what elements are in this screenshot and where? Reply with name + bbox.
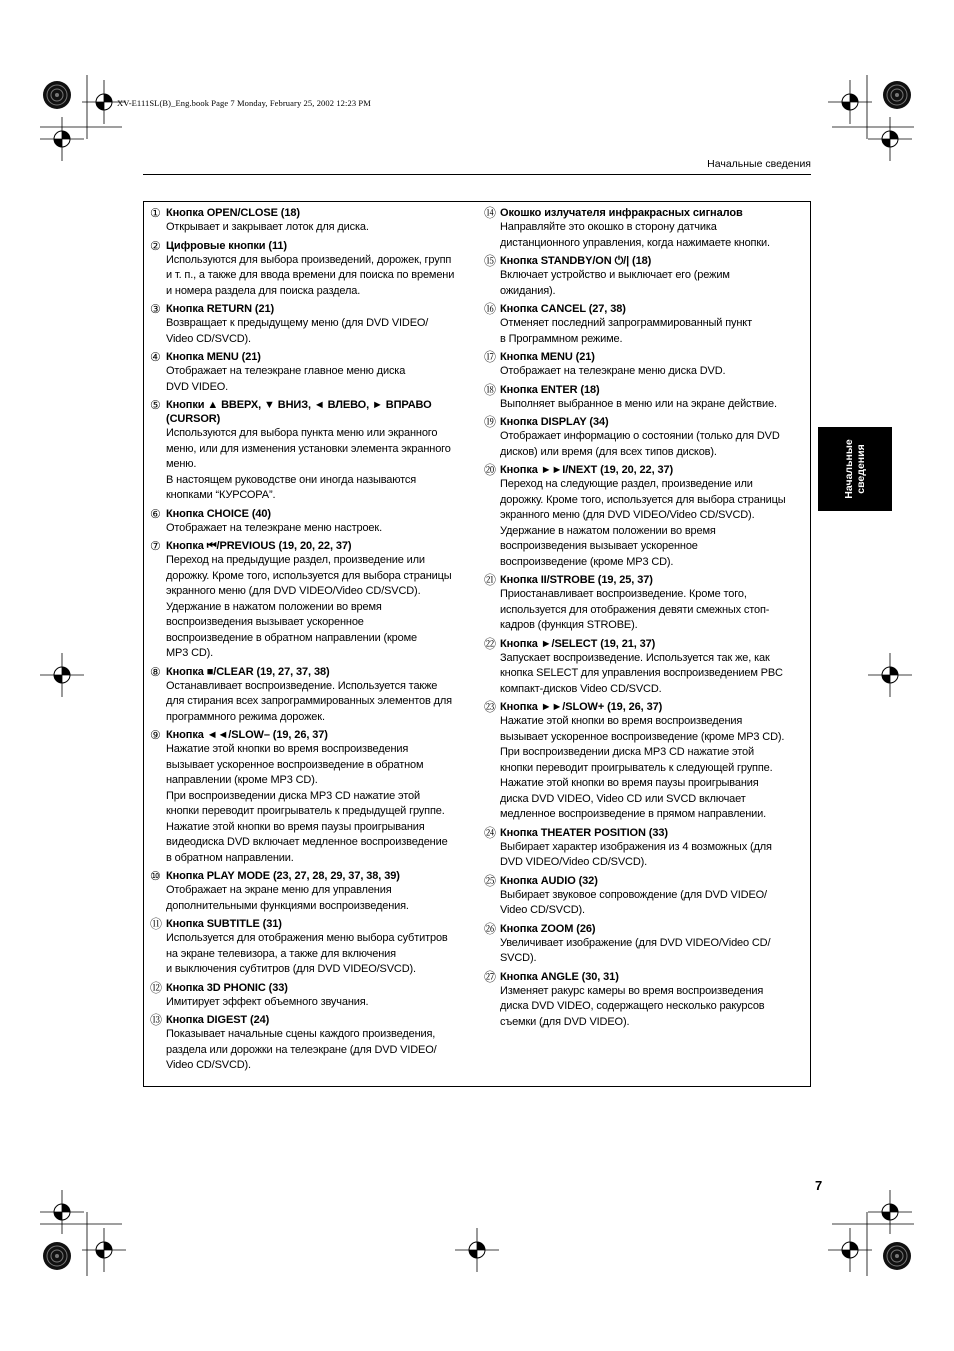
registration-crosshair-icon: [868, 1190, 912, 1234]
button-description-entry: [150, 302, 476, 347]
entry-title: Кнопка SUBTITLE (31): [166, 918, 282, 930]
button-description-entry: [484, 637, 806, 698]
button-description-entry: [150, 981, 476, 1011]
entry-title: Кнопка II/STROBE (19, 25, 37): [500, 574, 653, 586]
entry-title: Кнопка CHOICE (40): [166, 507, 271, 520]
entry-description: Выбирает звуковое сопровождение (для DVD VIDEO/ Video CD/SVCD).: [500, 888, 767, 916]
button-description-entry: [150, 206, 476, 236]
entry-title: Кнопка PLAY MODE (23, 27, 28, 29, 37, 38, 39): [166, 870, 400, 882]
registration-disc-icon: [883, 81, 911, 109]
entry-title: Кнопка ►►/SLOW+ (19, 26, 37): [500, 701, 663, 713]
entry-description: Выбирает характер изображения из 4 возможных (для DVD VIDEO/Video CD/SVCD).: [500, 840, 772, 868]
entry-title: Кнопка THEATER POSITION (33): [500, 826, 668, 839]
button-description-entry: [484, 922, 806, 967]
entry-description: Возвращает к предыдущему меню (для DVD VIDEO/ Video CD/SVCD).: [166, 317, 429, 345]
entry-number: ⑳: [484, 463, 497, 477]
entry-description: Отображает на экране меню для управления дополнительными функциями воспроизведения.: [166, 884, 409, 912]
header-rule: [143, 174, 811, 175]
button-description-entry: [150, 665, 476, 726]
entry-title: Кнопка ►/SELECT (19, 21, 37): [500, 637, 656, 650]
entry-number: ⑤: [150, 398, 161, 412]
entry-number: ⑦: [150, 539, 161, 553]
side-tab: [818, 427, 892, 511]
entry-title: Кнопка ⏮/PREVIOUS (19, 20, 22, 37): [166, 540, 352, 552]
entry-number: ⑲: [484, 415, 497, 429]
entry-title: Кнопка MENU (21): [500, 351, 595, 363]
entry-title: Цифровые кнопки (11): [166, 239, 287, 252]
entry-number: ㉕: [484, 873, 497, 888]
entry-description: Переход на предыдущие раздел, произведение или дорожку. Кроме того, используется для выбора страницы экранного меню (для DVD VIDEO/Video CD/SVCD). Удержание в нажатом положении во время воспроизведения вызывает ускоренное воспроизведение в обратном направлении (кроме MP3 CD).: [166, 554, 452, 659]
button-description-entry: [150, 239, 476, 300]
button-description-entry: [150, 1013, 476, 1074]
registration-crosshair-icon: [40, 1190, 84, 1234]
registration-crosshair-icon: [40, 117, 84, 161]
registration-crosshair-icon: [868, 117, 912, 161]
entry-description: Изменяет ракурс камеры во время воспроизведения диска DVD VIDEO, содержащего несколько ракурсов съемки (для DVD VIDEO).: [500, 984, 765, 1028]
entry-title: Кнопка ZOOM (26): [500, 922, 596, 935]
registration-crosshair-icon: [455, 1228, 499, 1272]
button-description-entry: [150, 539, 476, 662]
button-description-entry: [484, 302, 806, 347]
entry-description: Останавливает воспроизведение. Используется также для стирания всех запрограммированных элементов для программного режима дорожек.: [166, 679, 452, 723]
entry-title: Окошко излучателя инфракрасных сигналов: [500, 207, 743, 219]
entry-title: Кнопка ANGLE (30, 31): [500, 970, 619, 983]
button-description-entry: [484, 383, 806, 413]
entry-description: Имитирует эффект объемного звучания.: [166, 995, 369, 1008]
entry-description: Используются для выбора пункта меню или экранного меню, или для изменения установки элемента экранного меню. В настоящем руководстве они иногда называются кнопками “КУРСОРА”.: [166, 427, 451, 501]
page-number: 7: [815, 1178, 823, 1193]
entry-description: Запускает воспроизведение. Используется так же, как кнопка SELECT для управления воспроизведением PBC компакт-дисков Video CD/SVCD.: [500, 651, 783, 695]
entry-title: Кнопка 3D PHONIC (33): [166, 981, 288, 994]
button-description-entry: [484, 826, 806, 871]
button-description-entry: [150, 507, 476, 537]
entry-title: Кнопка MENU (21): [166, 351, 261, 363]
registration-disc-icon: [43, 81, 71, 109]
entry-number: ③: [150, 302, 161, 316]
entry-number: ⑧: [150, 664, 161, 679]
entry-number: ㉑: [484, 573, 497, 587]
entry-title: Кнопка ◄◄/SLOW– (19, 26, 37): [166, 729, 328, 741]
entry-number: ⑭: [484, 206, 497, 220]
entry-number: ⑩: [150, 869, 161, 883]
button-description-entry: [484, 254, 806, 299]
entry-description: Используется для отображения меню выбора субтитров на экране телевизора, а также для включения и выключения субтитров (для DVD VIDEO/SVCD).: [166, 932, 448, 975]
entry-number: ②: [150, 238, 161, 253]
entry-description: Отображает на телеэкране меню настроек.: [166, 521, 382, 534]
entry-description: Отменяет последний запрограммированный пункт в Программном режиме.: [500, 317, 752, 345]
registration-crosshair-icon: [828, 80, 872, 124]
entry-number: ⑫: [150, 980, 163, 995]
entry-description: Нажатие этой кнопки во время воспроизведения вызывает ускоренное воспроизведение в обратном направлении (кроме MP3 CD). При воспроизведении диска MP3 CD нажатие этой кнопки переводит проигрыватель к предыдущей группе. Нажатие этой кнопки во время паузы проигрывания видеодиска DVD включает медленное воспроизведение в обратном направлении.: [166, 743, 448, 864]
entry-title: Кнопка STANDBY/ON ⏻/| (18): [500, 255, 652, 267]
button-description-entry: [484, 415, 806, 460]
entry-title: Кнопки ▲ ВВЕРХ, ▼ ВНИЗ, ◄ ВЛЕВО, ► ВПРАВО (CURSOR): [166, 399, 432, 425]
entry-description: Увеличивает изображение (для DVD VIDEO/Video CD/ SVCD).: [500, 936, 771, 964]
entry-description: Нажатие этой кнопки во время воспроизведения вызывает ускоренное воспроизведение (кроме MP3 CD). При воспроизведении диска MP3 CD нажатие этой кнопки переводит проигрыватель к следующей группе. Нажатие этой кнопки во время паузы проигрывания диска DVD VIDEO, Video CD или SVCD включает медленное воспроизведение в прямом направлении.: [500, 715, 785, 820]
registration-disc-icon: [883, 1242, 911, 1270]
left-column: [150, 206, 476, 1077]
entry-description: Используются для выбора произведений, дорожек, групп и т. п., а также для ввода времени для поиска по времени и номера раздела для поиска раздела.: [166, 253, 455, 297]
entry-description: Показывает начальные сцены каждого произведения, раздела или дорожки на телеэкране (для DVD VIDEO/ Video CD/SVCD).: [166, 1028, 437, 1071]
entry-number: ①: [150, 206, 161, 220]
button-description-entry: [150, 869, 476, 914]
print-info: XV-E111SL(B)_Eng.book Page 7 Monday, February 25, 2002 12:23 PM: [117, 98, 371, 108]
button-description-entry: [484, 970, 806, 1031]
button-description-entry: [150, 917, 476, 978]
entry-number: ㉓: [484, 700, 497, 714]
entry-title: Кнопка RETURN (21): [166, 303, 275, 315]
entry-title: Кнопка ►►I/NEXT (19, 20, 22, 37): [500, 464, 674, 476]
entry-number: ⑮: [484, 254, 497, 268]
registration-crosshair-icon: [82, 1228, 126, 1272]
button-description-entry: [484, 463, 806, 570]
entry-number: ⑬: [150, 1013, 163, 1027]
right-column: [484, 206, 806, 1033]
entry-title: Кнопка AUDIO (32): [500, 874, 598, 887]
entry-title: Кнопка ■/CLEAR (19, 27, 37, 38): [166, 665, 330, 678]
entry-title: Кнопка OPEN/CLOSE (18): [166, 207, 300, 219]
content-box: [143, 201, 811, 1087]
button-description-entry: [484, 874, 806, 919]
entry-title: Кнопка CANCEL (27, 38): [500, 303, 626, 315]
entry-description: Выполняет выбранное в меню или на экране действие.: [500, 397, 777, 410]
registration-disc-icon: [43, 1242, 71, 1270]
entry-number: ㉖: [484, 921, 497, 936]
button-description-entry: [484, 206, 806, 251]
entry-number: ⑨: [150, 728, 161, 742]
registration-crosshair-icon: [868, 653, 912, 697]
entry-title: Кнопка DIGEST (24): [166, 1014, 270, 1026]
entry-description: Отображает на телеэкране меню диска DVD.: [500, 365, 726, 377]
side-tab-label: Начальные сведения: [843, 439, 867, 499]
registration-crosshair-icon: [828, 1228, 872, 1272]
entry-description: Приостанавливает воспроизведение. Кроме того, используется для отображения девяти смежных стоп- кадров (функция STROBE).: [500, 588, 770, 631]
entry-number: ⑥: [150, 506, 161, 521]
entry-number: ⑱: [484, 382, 497, 397]
entry-number: ⑪: [150, 917, 163, 931]
entry-description: Открывает и закрывает лоток для диска.: [166, 221, 369, 233]
button-description-entry: [150, 398, 476, 504]
button-description-entry: [150, 728, 476, 866]
entry-number: ㉗: [484, 969, 497, 984]
button-description-entry: [150, 350, 476, 395]
entry-title: Кнопка DISPLAY (34): [500, 416, 609, 428]
entry-description: Отображает информацию о состоянии (только для DVD дисков) или время (для всех типов дисков).: [500, 430, 780, 458]
entry-number: ⑰: [484, 350, 497, 364]
entry-number: ④: [150, 350, 161, 364]
entry-number: ㉔: [484, 825, 497, 840]
registration-crosshair-icon: [40, 653, 84, 697]
entry-description: Отображает на телеэкране главное меню диска DVD VIDEO.: [166, 365, 406, 393]
section-header: Начальные сведения: [707, 158, 811, 170]
entry-number: ㉒: [484, 636, 497, 651]
entry-title: Кнопка ENTER (18): [500, 383, 600, 396]
entry-description: Включает устройство и выключает его (режим ожидания).: [500, 269, 730, 297]
entry-description: Направляйте это окошко в сторону датчика дистанционного управления, когда нажимаете кнопки.: [500, 221, 770, 249]
button-description-entry: [484, 573, 806, 634]
entry-number: ⑯: [484, 302, 497, 316]
entry-description: Переход на следующие раздел, произведение или дорожку. Кроме того, используется для выбора страницы экранного меню (для DVD VIDEO/Video CD/SVCD). Удержание в нажатом положении во время воспроизведения вызывает ускоренное воспроизведение (кроме MP3 CD).: [500, 478, 786, 568]
button-description-entry: [484, 700, 806, 823]
button-description-entry: [484, 350, 806, 380]
